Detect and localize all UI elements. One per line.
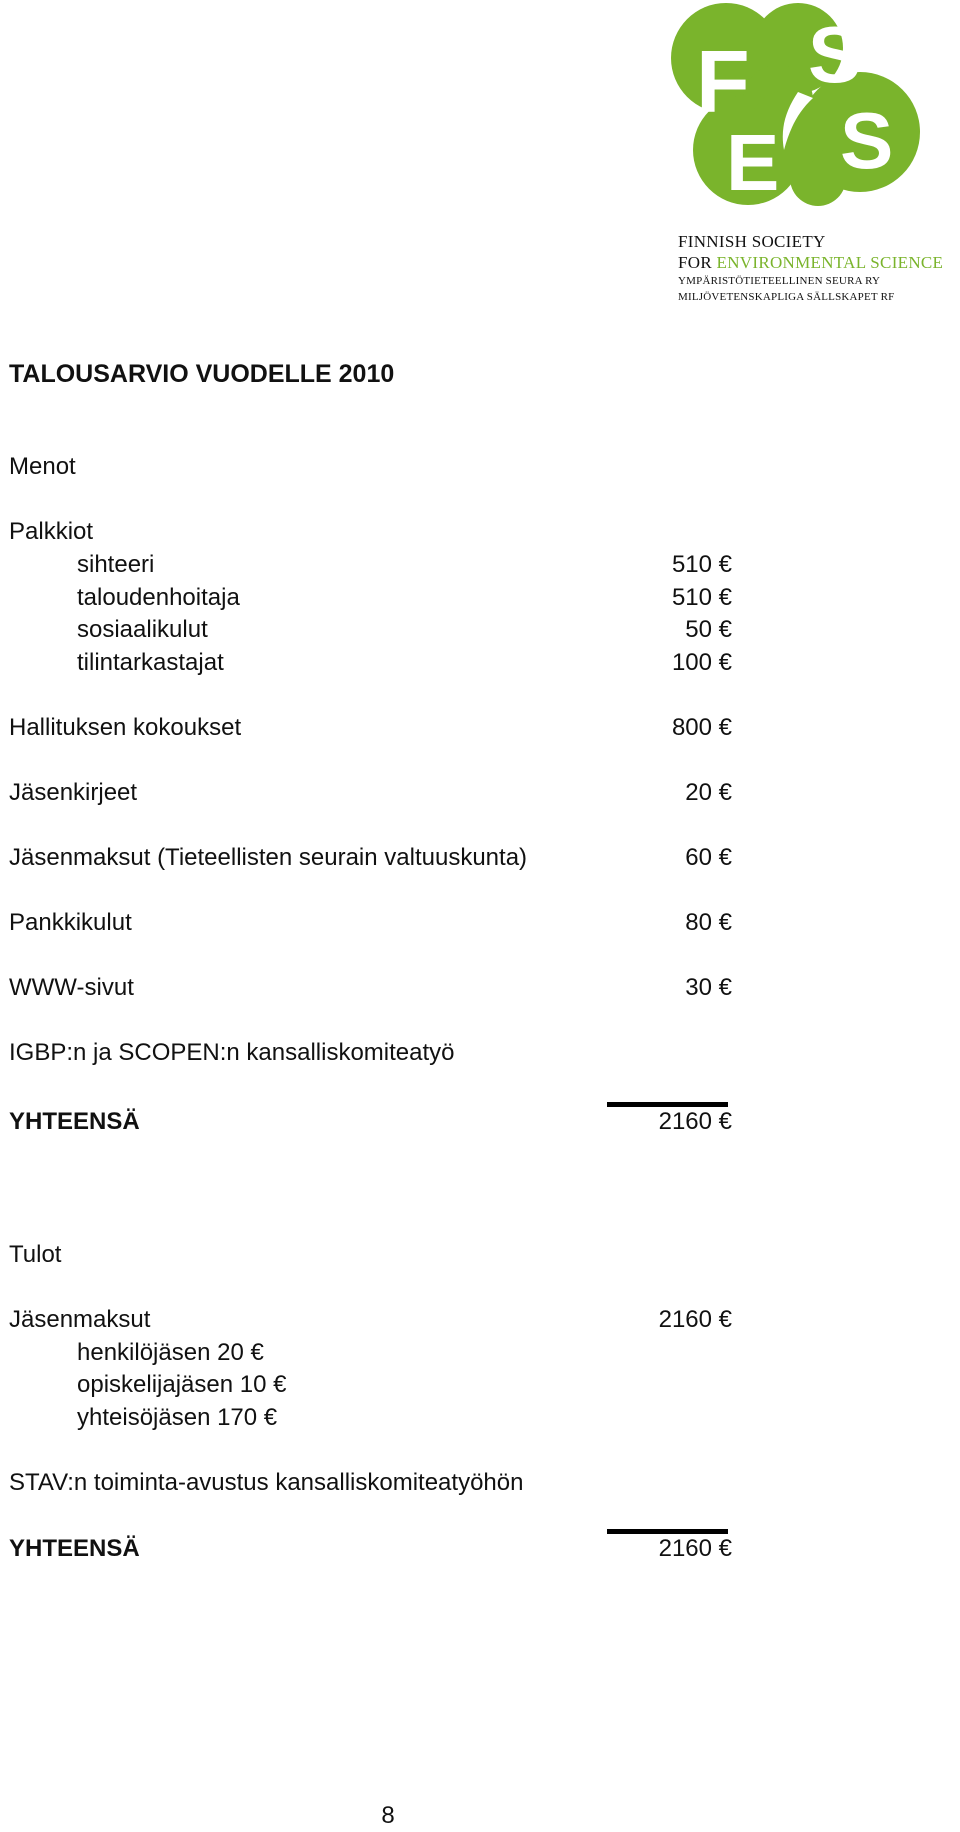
expense-item-amount: 60 € <box>685 844 732 871</box>
income-item-amount: 2160 € <box>658 1306 732 1333</box>
income-item-label: STAV:n toiminta-avustus kansalliskomiteatyöhön <box>9 1469 524 1496</box>
expense-item-label: Pankkikulut <box>9 909 132 936</box>
org-name-line2 <box>678 254 943 271</box>
palkkiot-label: Palkkiot <box>9 518 94 545</box>
logo-letter-s2: S <box>840 96 894 185</box>
page-number: 8 <box>381 1802 395 1829</box>
membership-fee-item: yhteisöjäsen 170 € <box>77 1404 278 1431</box>
org-name-line4: MILJÖVETENSKAPLIGA SÄLLSKAPET RF <box>678 291 895 303</box>
fses-logo-mark <box>648 0 960 230</box>
income-total-amount: 2160 € <box>658 1535 732 1562</box>
expense-item-label: Jäsenmaksut (Tieteellisten seurain valtuuskunta) <box>9 844 528 871</box>
expense-item-label: taloudenhoitaja <box>77 584 240 611</box>
income-total-label: YHTEENSÄ <box>9 1535 140 1562</box>
expense-item-amount: 510 € <box>671 584 732 611</box>
expense-item-label: Hallituksen kokoukset <box>9 714 242 741</box>
membership-fee-item: opiskelijajäsen 10 € <box>77 1371 287 1398</box>
expense-item-amount: 50 € <box>685 616 732 643</box>
expenses-total-label: YHTEENSÄ <box>9 1108 140 1135</box>
expense-item-amount: 100 € <box>671 649 732 676</box>
logo-letter-e: E <box>726 118 780 207</box>
expense-item-label: Jäsenkirjeet <box>9 779 138 806</box>
expense-item-label: IGBP:n ja SCOPEN:n kansalliskomiteatyö <box>9 1039 455 1066</box>
org-name-line2-prefix: FOR <box>678 253 717 272</box>
expense-item-amount: 30 € <box>685 974 732 1001</box>
expenses-heading: Menot <box>9 453 76 480</box>
org-name-line2-highlight: ENVIRONMENTAL SCIENCE <box>716 253 944 272</box>
expense-item-amount: 20 € <box>685 779 732 806</box>
expense-item-amount: 800 € <box>671 714 732 741</box>
expense-item-label: tilintarkastajat <box>77 649 224 676</box>
fses-logo <box>648 0 960 305</box>
income-heading: Tulot <box>9 1241 62 1268</box>
membership-fee-item: henkilöjäsen 20 € <box>77 1339 264 1366</box>
org-name-line1: FINNISH SOCIETY <box>678 232 826 251</box>
expense-item-amount: 80 € <box>685 909 732 936</box>
logo-letter-f: F <box>696 32 750 131</box>
document-title: TALOUSARVIO VUODELLE 2010 <box>9 360 395 388</box>
total-rule <box>607 1529 728 1534</box>
org-name-line3: YMPÄRISTÖTIETEELLINEN SEURA RY <box>678 275 881 287</box>
total-rule <box>607 1102 728 1107</box>
expense-item-label: WWW-sivut <box>9 974 134 1001</box>
logo-letter-s1: S <box>808 10 862 99</box>
income-item-label: Jäsenmaksut <box>9 1306 151 1333</box>
expense-item-label: sihteeri <box>77 551 155 578</box>
expenses-total-amount: 2160 € <box>658 1108 732 1135</box>
expense-item-label: sosiaalikulut <box>77 616 208 643</box>
expense-item-amount: 510 € <box>671 551 732 578</box>
